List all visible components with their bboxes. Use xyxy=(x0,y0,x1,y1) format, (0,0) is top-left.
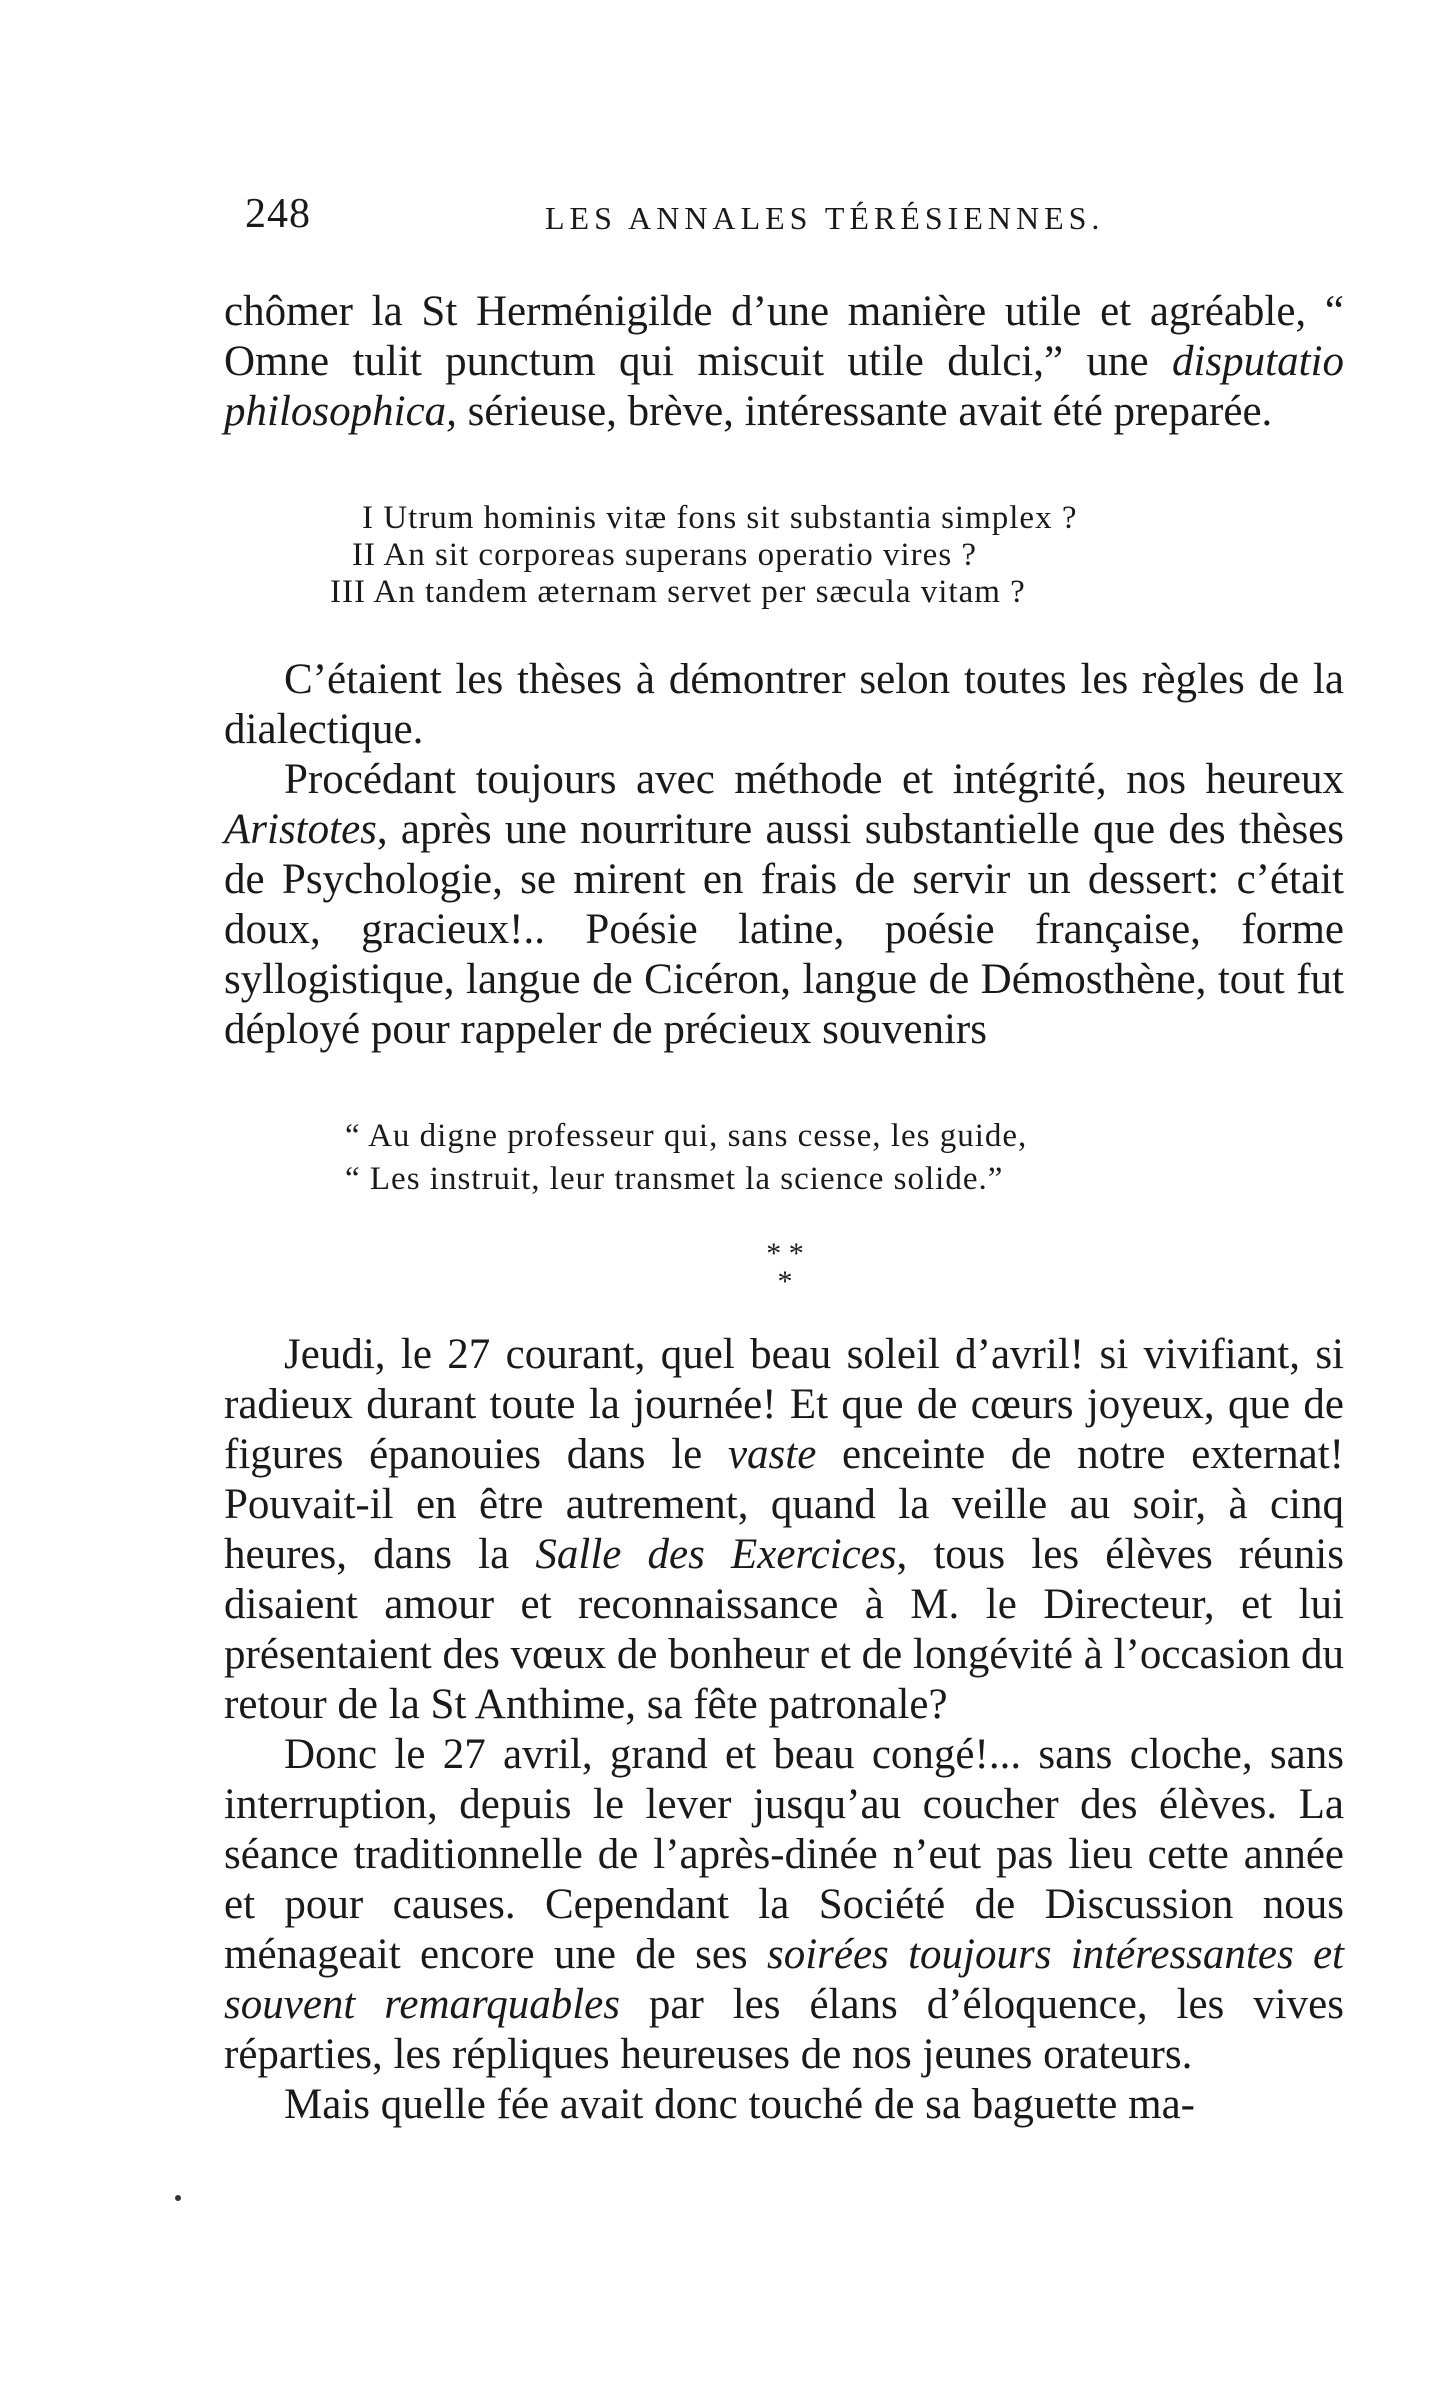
aristotes-italic: Aristotes xyxy=(224,806,377,853)
dessert-text-2: , après une nourriture aussi substantielle que des thèses de Psychologie, se mirent en frais de servir un dessert: c’était doux, gracieux!.. Poésie latine, poésie française, forme syllogistique, langue de Cicéron, langue de Démosthène, tout fut déployé pour rappeler de précieux souvenirs xyxy=(224,806,1344,1053)
page-number: 248 xyxy=(245,191,311,237)
page-header xyxy=(245,190,1265,250)
thesis-item: II An sit corporeas superans operatio vires ? xyxy=(352,537,978,573)
paragraph-jeudi xyxy=(224,1330,1344,1730)
vaste-italic: vaste xyxy=(727,1431,817,1478)
intro-text-3: sérieuse, brève, intéressante avait été preparée. xyxy=(456,388,1273,435)
asterism-divider xyxy=(755,1237,815,1298)
running-title: LES ANNALES TÉRÉSIENNES. xyxy=(545,200,1105,236)
print-speck xyxy=(175,2195,181,2201)
thesis-item: III An tandem æternam servet per sæcula vitam ? xyxy=(330,574,1026,610)
verse-line: “ Au digne professeur qui, sans cesse, les guide, xyxy=(345,1118,1028,1154)
intro-paragraph xyxy=(224,287,1344,437)
intro-text-1: chômer la St Herménigilde d’une manière utile et agréable, xyxy=(224,288,1325,335)
paragraph-fee: Mais quelle fée avait donc touché de sa baguette ma- xyxy=(284,2081,1195,2128)
jeudi-text-1: Jeudi, le 27 courant, quel beau soleil d’avril! si vivifiant, si radieux durant toute la journée! Et que de cœurs joyeux, que de figures épanouies dans le xyxy=(224,1331,1344,1478)
dessert-text-1: Procédant toujours avec méthode et intégrité, nos heureux xyxy=(284,756,1344,803)
thesis-item: I Utrum hominis vitæ fons sit substantia simplex ? xyxy=(362,500,1078,536)
disputatio-italic: disputatio philosophica, xyxy=(224,338,1344,435)
intro-text-2: une xyxy=(1063,338,1172,385)
verse-quote xyxy=(345,1115,1245,1201)
jeudi-text-2: enceinte de notre externat! Pouvait-il en être autrement, quand la veille au soir, à cinq heures, dans la xyxy=(224,1431,1344,1578)
verse-line: “ Les instruit, leur transmet la science solide.” xyxy=(345,1161,1004,1197)
conge-text-2: par les élans d’éloquence, les vives réparties, les répliques heureuses de nos jeunes orateurs. xyxy=(224,1981,1344,2078)
asterism-top: * * xyxy=(766,1237,804,1270)
paragraphs-block xyxy=(224,655,1344,1055)
paragraph-dessert xyxy=(224,755,1344,1055)
soirees-italic: soirées toujours intéressantes et souvent remarquables xyxy=(224,1931,1345,2028)
horace-quote: “ Omne tulit punctum qui miscuit utile dulci,” xyxy=(224,288,1344,385)
paragraphs-block-2 xyxy=(224,1330,1344,2130)
paragraph-conge xyxy=(224,1730,1344,2080)
asterism-bottom: * xyxy=(777,1265,793,1298)
salle-exercices-italic: Salle des Exercices xyxy=(535,1531,897,1578)
theses-list xyxy=(330,500,1280,611)
paragraph-theses: C’étaient les thèses à démontrer selon toutes les règles de la dialectique. xyxy=(224,656,1344,753)
conge-text-1: Donc le 27 avril, grand et beau congé!... sans cloche, sans interruption, depuis le lever jusqu’au coucher des élèves. La séance traditionnelle de l’après-dinée n’eut pas lieu cette année et pour causes. Cependant la Société de Discussion nous ménageait encore une de ses xyxy=(224,1731,1344,1978)
jeudi-text-3: , tous les élèves réunis disaient amour et reconnaissance à M. le Directeur, et lui présentaient des vœux de bonheur et de longévité à l’occasion du retour de la St Anthime, sa fête patronale? xyxy=(224,1531,1345,1728)
